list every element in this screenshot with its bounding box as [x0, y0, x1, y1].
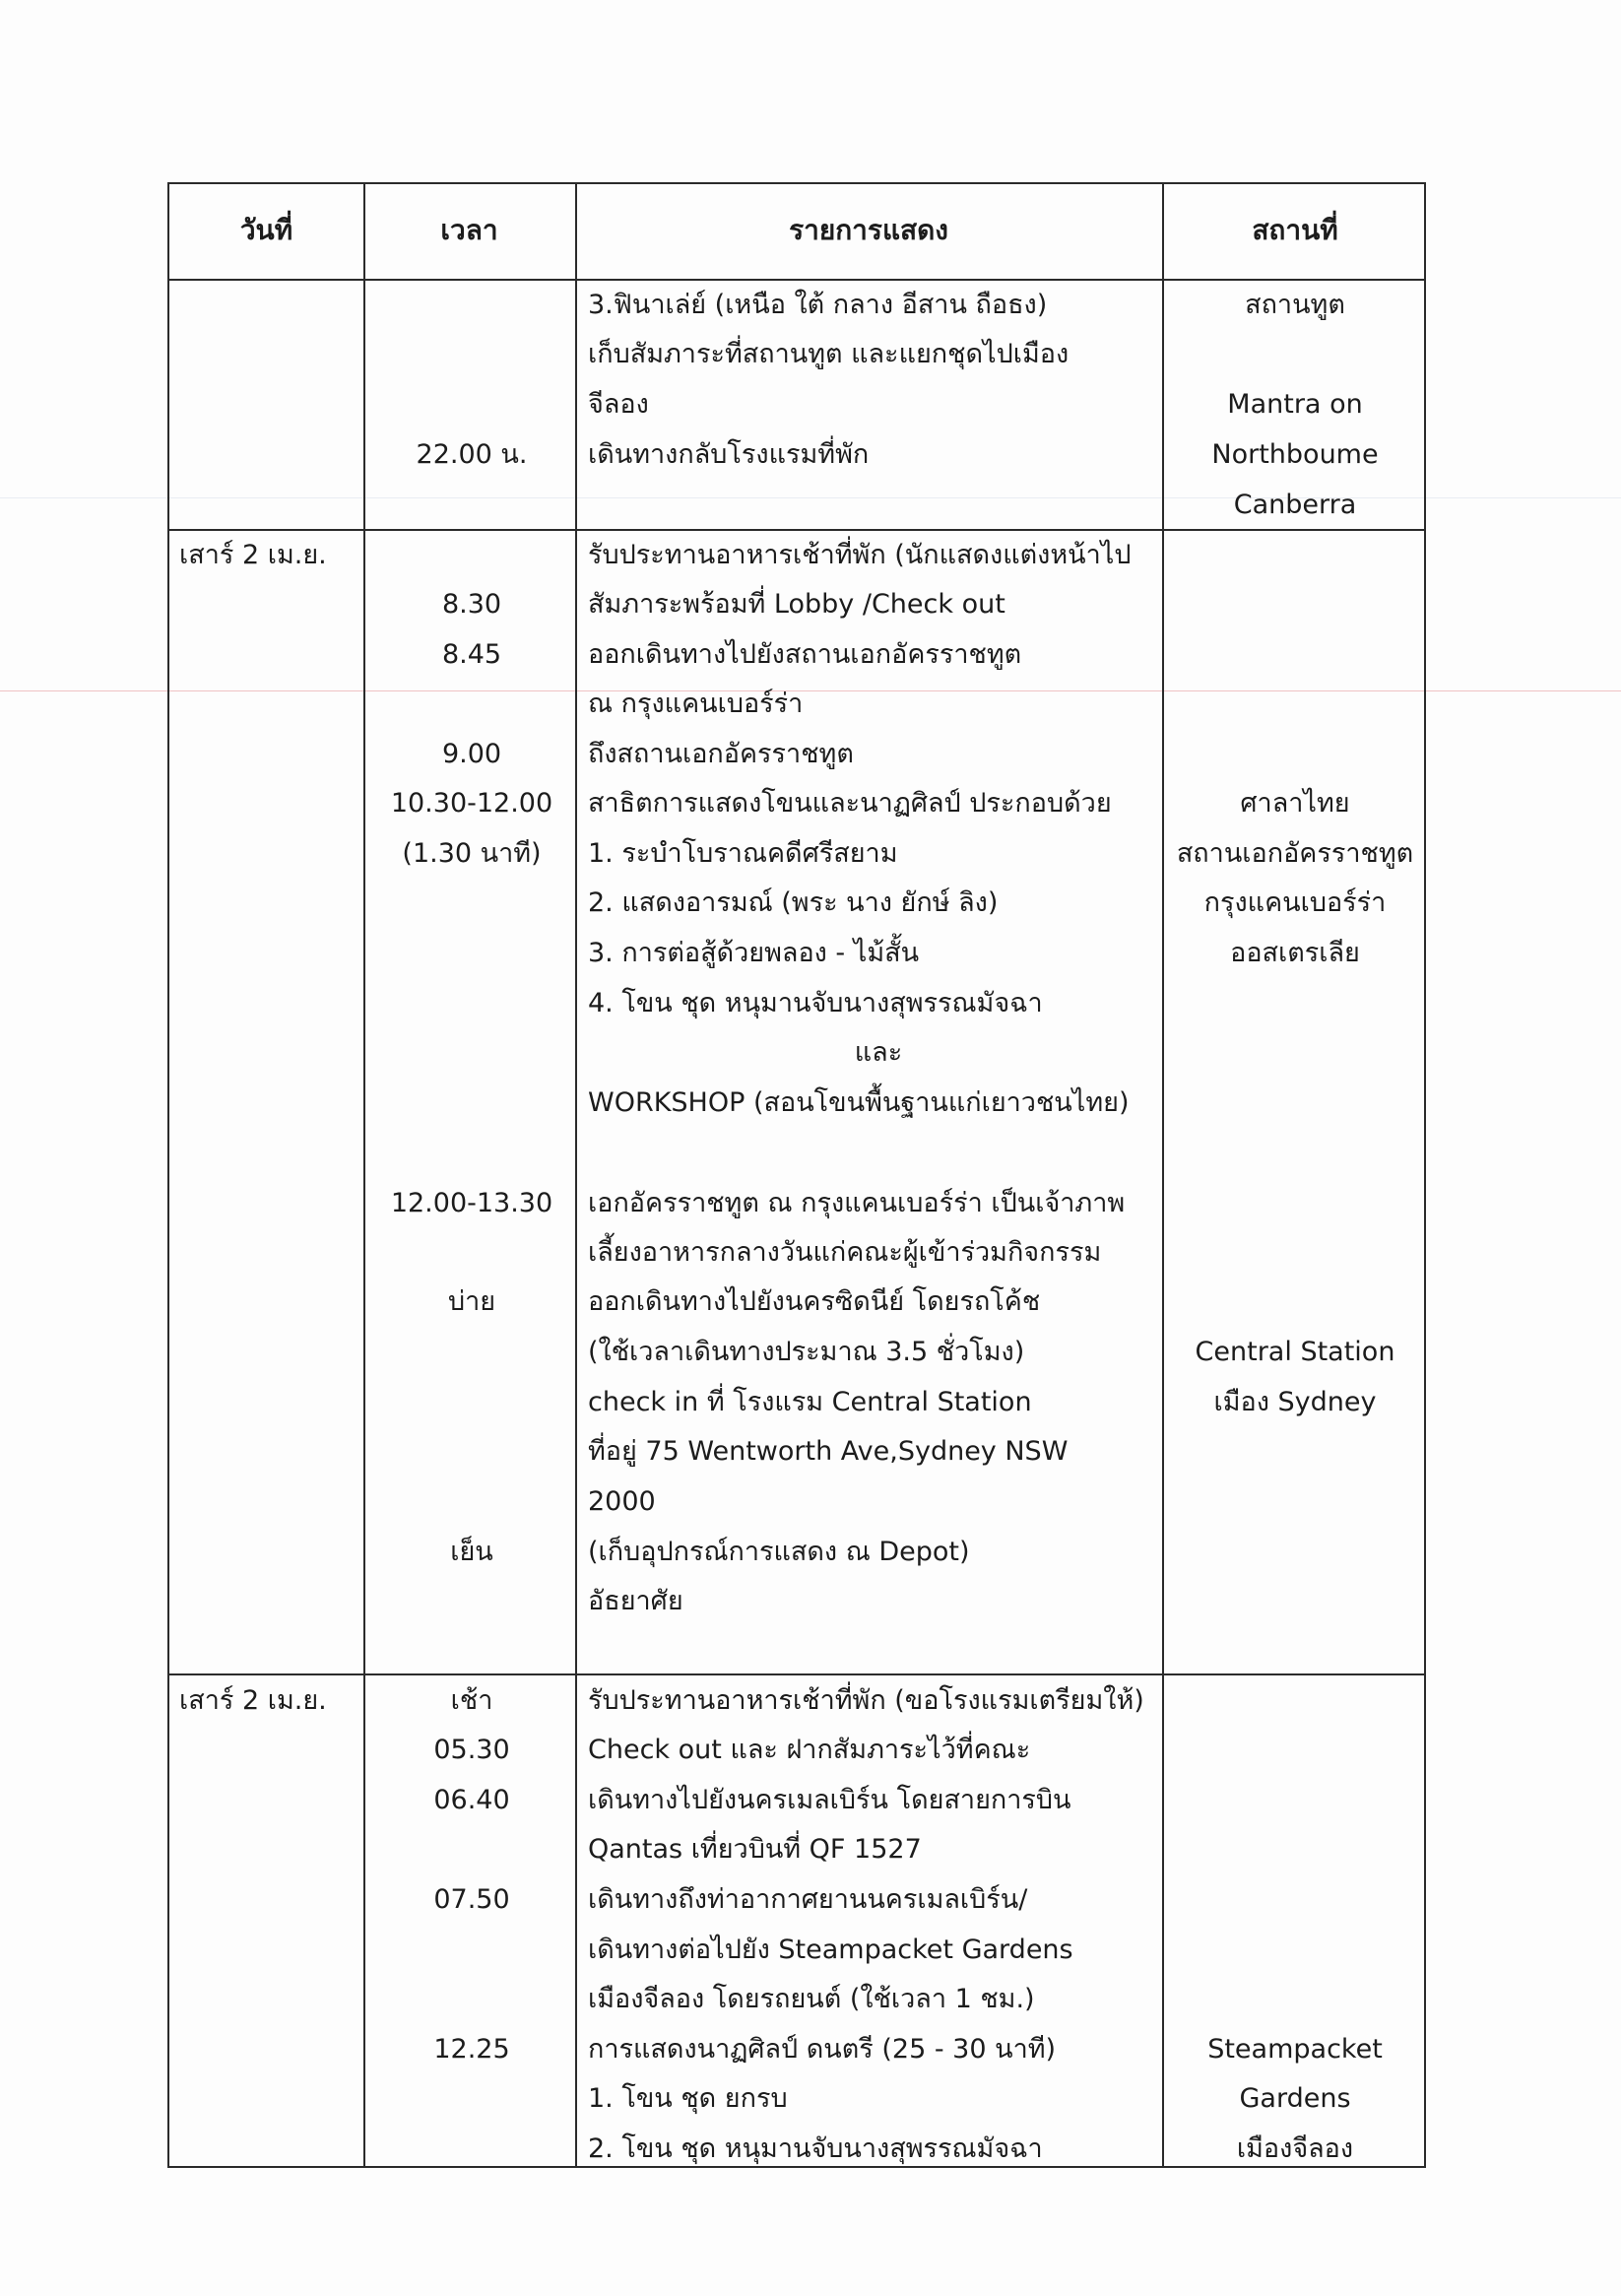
row-divider: [169, 1673, 1424, 1675]
time-cell: 12.00-13.30: [390, 1188, 553, 1218]
time-cell: 8.45: [441, 639, 502, 670]
program-line: 1. โขน ชุด ยกรบ: [588, 2083, 788, 2114]
header-program: รายการแสดง: [789, 214, 948, 246]
time-cell: เช้า: [450, 1685, 493, 1716]
program-line: 2. แสดงอารมณ์ (พระ นาง ยักษ์ ลิง): [588, 887, 999, 918]
place-line: Canberra: [1233, 490, 1357, 520]
program-line: รับประทานอาหารเช้าที่พัก (นักแสดงแต่งหน้าไป: [588, 540, 1132, 570]
place-line: Mantra on: [1227, 389, 1363, 420]
place-line: เมือง Sydney: [1213, 1387, 1377, 1417]
program-line: เดินทางถึงท่าอากาศยานนครเมลเบิร์น/: [588, 1884, 1028, 1915]
program-line: Check out และ ฝากสัมภาระไว้ที่คณะ: [588, 1735, 1031, 1765]
time-cell: 8.30: [441, 589, 502, 620]
header-time: เวลา: [440, 214, 498, 246]
time-cell: 22.00 น.: [416, 439, 528, 470]
schedule-table: [167, 182, 1426, 2168]
program-line: เมืองจีลอง โดยรถยนต์ (ใช้เวลา 1 ชม.): [588, 1984, 1035, 2014]
place-line: Central Station: [1195, 1337, 1395, 1367]
row-divider: [169, 279, 1424, 281]
header-date: วันที่: [239, 214, 293, 246]
program-line: เลี้ยงอาหารกลางวันแก่คณะผู้เข้าร่วมกิจกรรม: [588, 1237, 1102, 1268]
program-line: เอกอัครราชทูต ณ กรุงแคนเบอร์ร่า เป็นเจ้าภาพ: [588, 1188, 1126, 1218]
program-line: ออกเดินทางไปยังสถานเอกอัครราชทูต: [588, 639, 1022, 670]
program-line: รับประทานอาหารเช้าที่พัก (ขอโรงแรมเตรียมให้): [588, 1685, 1144, 1716]
program-line: เดินทางไปยังนครเมลเบิร์น โดยสายการบิน: [588, 1785, 1071, 1815]
program-line: 1. ระบำโบราณคดีศรีสยาม: [588, 838, 898, 869]
program-line: จีลอง: [588, 389, 649, 420]
place-line: กรุงแคนเบอร์ร่า: [1203, 887, 1387, 918]
date-cell: เสาร์ 2 เม.ย.: [179, 540, 327, 570]
place-line: ออสเตรเลีย: [1230, 938, 1360, 968]
time-cell: 06.40: [433, 1785, 510, 1815]
program-line: การแสดงนาฏศิลป์ ดนตรี (25 - 30 นาที): [588, 2034, 1057, 2065]
program-line: 2000: [588, 1486, 656, 1517]
program-line: 3.ฟินาเล่ย์ (เหนือ ใต้ กลาง อีสาน ถือธง): [588, 290, 1048, 320]
column-divider: [575, 184, 577, 2166]
time-cell: เย็น: [450, 1537, 493, 1567]
time-cell: 12.25: [433, 2034, 510, 2065]
program-line: (เก็บอุปกรณ์การแสดง ณ Depot): [588, 1537, 970, 1567]
place-line: Northboume: [1211, 439, 1379, 470]
time-cell: (1.30 นาที): [402, 838, 542, 869]
program-line: Qantas เที่ยวบินที่ QF 1527: [588, 1834, 922, 1865]
place-line: สถานเอกอัครราชทูต: [1176, 838, 1414, 869]
row-divider: [169, 529, 1424, 531]
program-line: ออกเดินทางไปยังนครซิดนีย์ โดยรถโค้ช: [588, 1286, 1041, 1317]
program-line: 4. โขน ชุด หนุมานจับนางสุพรรณมัจฉา: [588, 988, 1043, 1018]
place-line: Gardens: [1239, 2083, 1351, 2114]
time-cell: 9.00: [441, 739, 502, 769]
program-line: ที่อยู่ 75 Wentworth Ave,Sydney NSW: [588, 1436, 1069, 1467]
program-line: ณ กรุงแคนเบอร์ร่า: [588, 689, 804, 719]
column-divider: [1162, 184, 1164, 2166]
program-line: check in ที่ โรงแรม Central Station: [588, 1387, 1032, 1417]
program-line: สัมภาระพร้อมที่ Lobby /Check out: [588, 589, 1005, 620]
program-line: เดินทางกลับโรงแรมที่พัก: [588, 439, 870, 470]
time-cell: 10.30-12.00: [390, 788, 553, 819]
program-line: เก็บสัมภาระที่สถานทูต และแยกชุดไปเมือง: [588, 339, 1070, 369]
time-cell: 05.30: [433, 1735, 510, 1765]
program-line: เดินทางต่อไปยัง Steampacket Gardens: [588, 1935, 1073, 1965]
column-divider: [363, 184, 365, 2166]
program-line: 3. การต่อสู้ด้วยพลอง - ไม้สั้น: [588, 938, 920, 968]
program-line: ถึงสถานเอกอัครราชทูต: [588, 739, 854, 769]
program-line: 2. โขน ชุด หนุมานจับนางสุพรรณมัจฉา: [588, 2133, 1043, 2164]
date-cell: เสาร์ 2 เม.ย.: [179, 1685, 327, 1716]
time-cell: บ่าย: [447, 1286, 496, 1317]
program-line: อัธยาศัย: [588, 1586, 683, 1616]
program-line: สาธิตการแสดงโขนและนาฏศิลป์ ประกอบด้วย: [588, 788, 1112, 819]
program-line: (ใช้เวลาเดินทางประมาณ 3.5 ชั่วโมง): [588, 1337, 1025, 1367]
time-cell: 07.50: [433, 1884, 510, 1915]
program-line: WORKSHOP (สอนโขนพื้นฐานแก่เยาวชนไทย): [588, 1087, 1130, 1118]
program-line: และ: [854, 1037, 903, 1068]
place-line: ศาลาไทย: [1240, 788, 1350, 819]
place-line: สถานทูต: [1245, 290, 1345, 320]
place-line: เมืองจีลอง: [1236, 2133, 1354, 2164]
place-line: Steampacket: [1207, 2034, 1383, 2065]
header-place: สถานที่: [1252, 214, 1338, 246]
